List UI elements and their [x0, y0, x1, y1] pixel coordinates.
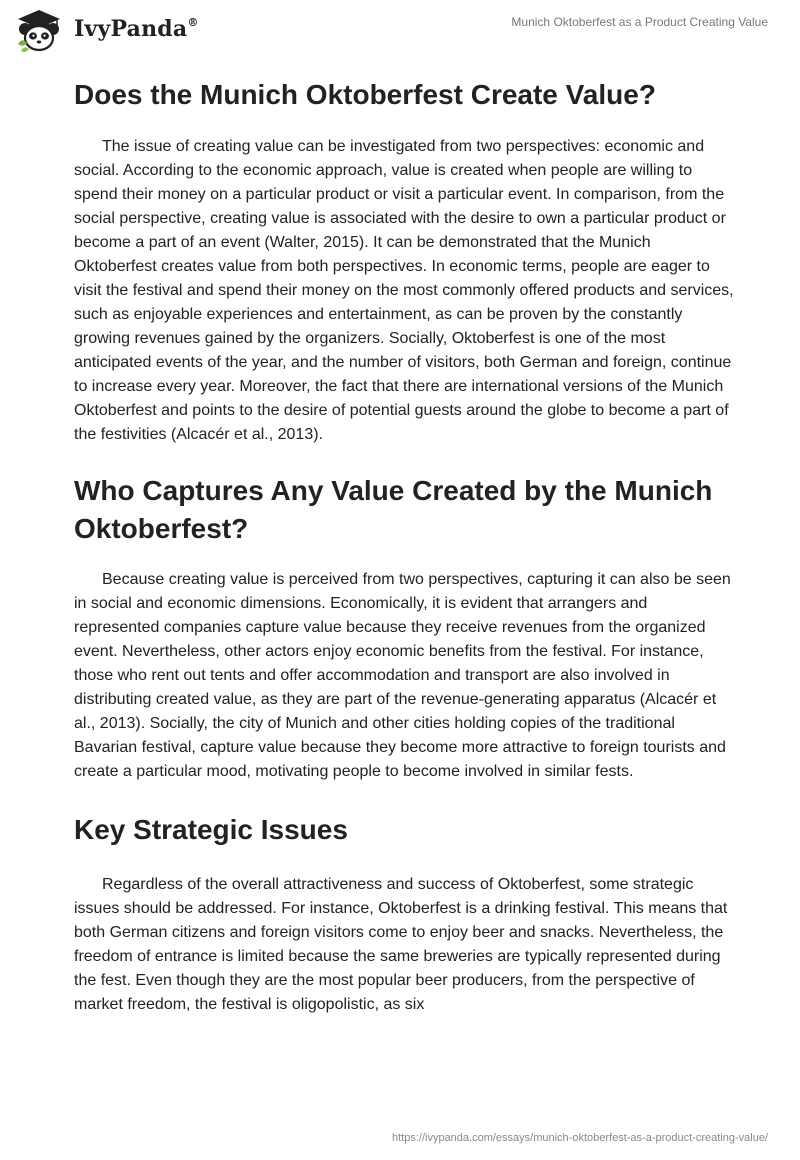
section-heading-strategic-issues: Key Strategic Issues: [74, 814, 348, 845]
panda-graduate-icon: [14, 8, 64, 54]
brand-text: IvyPanda: [74, 16, 188, 42]
essay-content: [74, 72, 734, 1017]
document-title: Munich Oktoberfest as a Product Creating Value: [511, 15, 768, 29]
ivypanda-logo[interactable]: [14, 8, 64, 54]
section-paragraph-captures-value: Because creating value is perceived from two perspectives, capturing it can also be seen in social and economic dimensions. Economically, it is evident that arrangers and represented companies capture value because they receive revenues from the organized event. Nevertheless, other actors enjoy economic benefits from the festival. For instance, those who rent out tents and offer accommodation and transport are also involved in distributing created value, as they are part of the revenue-generating apparatus (Alcacér et al., 2013). Socially, the city of Munich and other cities holding copies of the traditional Bavarian festival, capture value because they become more attractive to foreign tourists and create a particular mood, motivating people to become involved in similar fests.: [74, 571, 731, 780]
brand-name[interactable]: [74, 16, 199, 42]
trademark-symbol: ®: [187, 15, 199, 29]
section-paragraph-strategic-issues: Regardless of the overall attractiveness and success of Oktoberfest, some strategic issues should be addressed. For instance, Oktoberfest is a drinking festival. This means that both German citizens and foreign visitors come to enjoy beer and snacks. Nevertheless, the freedom of entrance is limited because the same breweries are typically represented during the fest. Even though they are the most popular beer producers, from the perspective of market freedom, the festival is oligopolistic, as six: [74, 876, 728, 1013]
section-paragraph-create-value: The issue of creating value can be investigated from two perspectives: economic and social. According to the economic approach, value is created when people are willing to spend their money on a particular product or visit a particular event. In comparison, from the social perspective, creating value is associated with the desire to own a particular product or become a part of an event (Walter, 2015). It can be demonstrated that the Munich Oktoberfest creates value from both perspectives. In economic terms, people are eager to visit the festival and spend their money on the most commonly offered products and services, such as enjoyable experiences and entertainment, as can be proven by the constantly growing revenues gained by the organizers. Socially, Oktoberfest is one of the most anticipated events of the year, and the number of visitors, both German and foreign, continue to increase every year. Moreover, the fact that there are international versions of the Munich Oktoberfest and points to the desire of potential guests around the globe to become a part of the festivities (Alcacér et al., 2013).: [74, 138, 734, 443]
footer-url-link[interactable]: https://ivypanda.com/essays/munich-oktoberfest-as-a-product-creating-value/: [391, 1132, 768, 1144]
section-heading-captures-value: Who Captures Any Value Created by the Munich Oktoberfest?: [74, 475, 713, 544]
section-heading-create-value: Does the Munich Oktoberfest Create Value?: [74, 79, 656, 110]
page-header: [0, 0, 800, 60]
